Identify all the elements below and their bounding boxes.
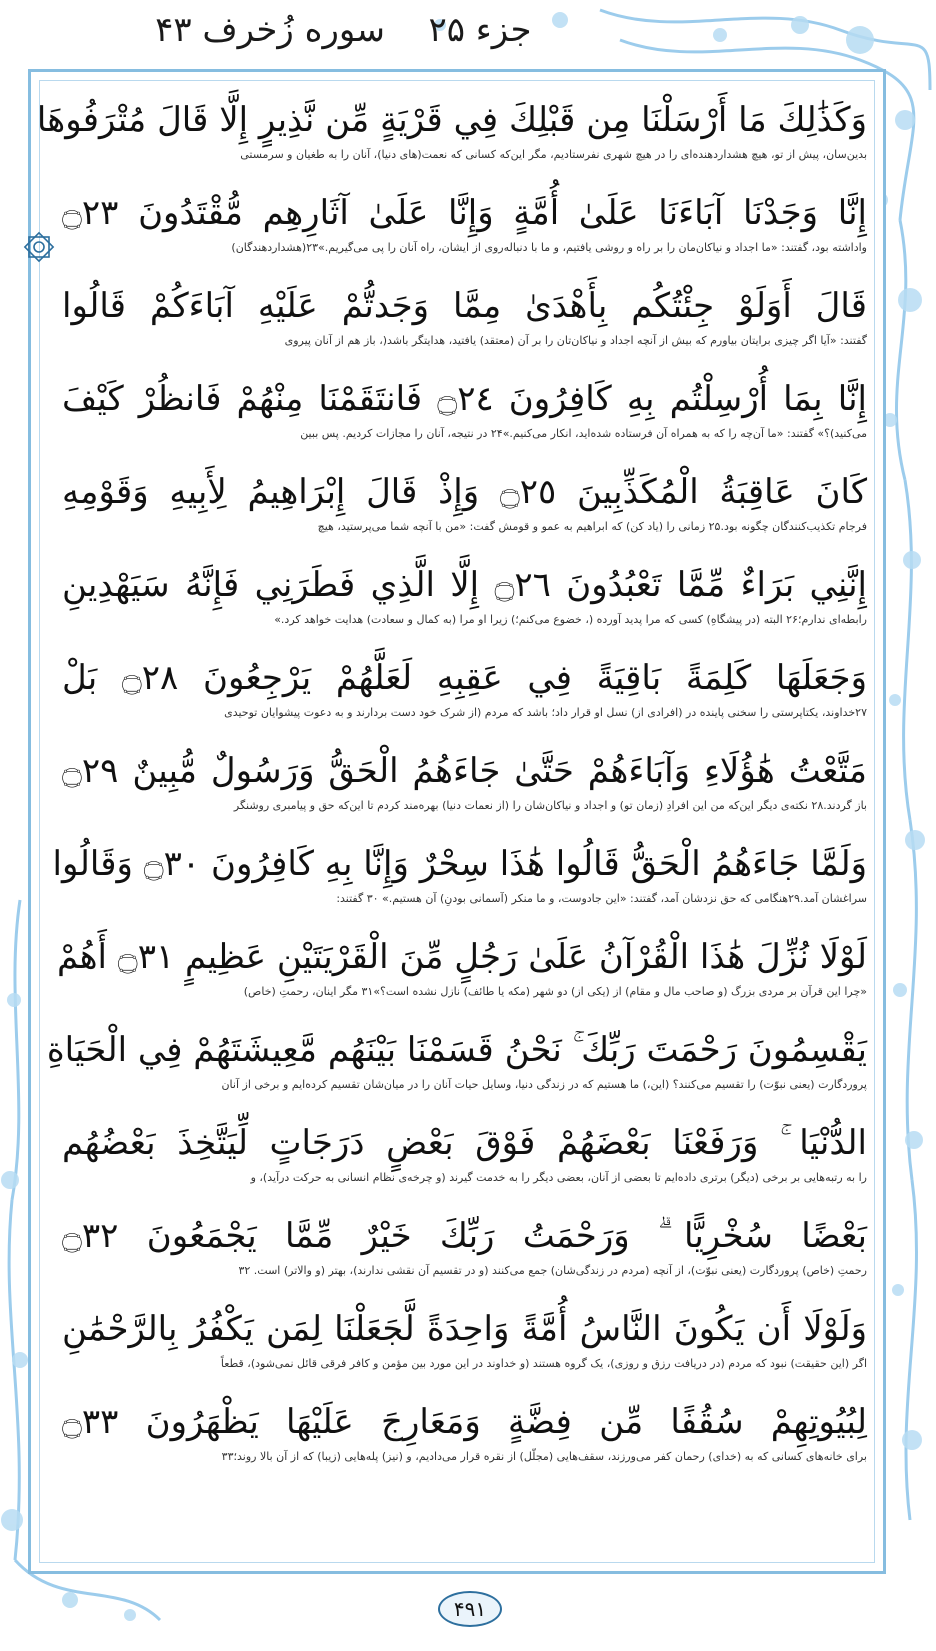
verse-line: وَلَوْلَا أَن يَكُونَ النَّاسُ أُمَّةً وَاحِدَةً لَّجَعَلْنَا لِمَن يَكْفُرُ بِالرَّحْمَٰنِ xyxy=(62,1309,867,1349)
translation-line: پروردگارت (یعنی نبوّت) را تقسیم می‌کنند؟ (این،) ما هستیم که در زندگی دنیا، وسایل حیات آنان را در میان‌شان تقسیم کرده‌ایم و برخی از آنان xyxy=(221,1078,867,1091)
verse-line: لِبُيُوتِهِمْ سُقُفًا مِّن فِضَّةٍ وَمَعَارِجَ عَلَيْهَا يَظْهَرُونَ ۝٣٣ xyxy=(62,1402,867,1442)
verse-line: يَقْسِمُونَ رَحْمَتَ رَبِّكَ ۚ نَحْنُ قَسَمْنَا بَيْنَهُم مَّعِيشَتَهُمْ فِي الْحَيَاةِ xyxy=(46,1030,867,1070)
translation-line: می‌کنید)؟» گفتند: «ما آن‌چه را که به همراه آن فرستاده شده‌اید، انکار می‌کنیم.»۲۴ در نتیجه، آنان را مجازات کردیم. پس ببین xyxy=(300,427,867,440)
translation-line: را به رتبه‌هایی بر برخی (دیگر) برتری داده‌ایم تا بعضی از آنان، بعضی دیگر را به خدمت گیرند (و چرخه‌ی نظام انسانی به حرکت درآید)، و xyxy=(250,1171,867,1184)
translation-line: رحمتِ (خاص) پروردگارت (یعنی نبوّت)، از آنچه (مردم در زندگی‌شان) جمع می‌کنند (و در تقسیم آن نقشی ندارند)، بهتر (و والاتر) است. ۳۲ xyxy=(238,1264,867,1277)
page-content xyxy=(36,96,868,1491)
translation-line: ۲۷خداوند، یکتاپرستی را سخنی پاینده در (افرادی از) نسل او قرار داد؛ باشد که مردم (از شرک خود دست بردارند و به دعوت پیشوایان توحیدی xyxy=(224,706,867,719)
translation-line: باز گردند.۲۸ نکته‌ی دیگر این‌که من این افرادِ (زمان تو) و اجداد و نیاکان‌شان را (از نعمات دنیا) بهره‌مند کردم تا این‌که حق و پیامبری روشنگر xyxy=(233,799,867,812)
verse-line: وَجَعَلَهَا كَلِمَةً بَاقِيَةً فِي عَقِبِهِ لَعَلَّهُمْ يَرْجِعُونَ ۝٢٨ بَلْ xyxy=(62,658,867,698)
page-number: ۴۹۱ xyxy=(438,1591,502,1627)
verse-line: إِنَّا بِمَا أُرْسِلْتُم بِهِ كَافِرُونَ ۝٢٤ فَانتَقَمْنَا مِنْهُمْ فَانظُرْ كَيْفَ xyxy=(62,379,867,419)
translation-line: واداشته بود، گفتند: «ما اجداد و نیاکان‌مان را بر راه و روشی یافتیم، و ما با دنباله‌روی از ایشان، راه آنان را پی می‌گیریم.»۲۳(هشداردهندگان) xyxy=(231,241,867,254)
verse-line: وَكَذَٰلِكَ مَا أَرْسَلْنَا مِن قَبْلِكَ فِي قَرْيَةٍ مِّن نَّذِيرٍ إِلَّا قَالَ مُتْرَفُوهَا xyxy=(36,100,867,140)
verse-line: لَوْلَا نُزِّلَ هَٰذَا الْقُرْآنُ عَلَىٰ رَجُلٍ مِّنَ الْقَرْيَتَيْنِ عَظِيمٍ ۝٣١ أَهُمْ xyxy=(56,937,867,977)
juz-label: جزء ۲۵ xyxy=(428,10,532,50)
verse-line: وَلَمَّا جَاءَهُمُ الْحَقُّ قَالُوا هَٰذَا سِحْرٌ وَإِنَّا بِهِ كَافِرُونَ ۝٣٠ وَقَالُوا xyxy=(52,844,867,884)
verse-line: مَتَّعْتُ هَٰؤُلَاءِ وَآبَاءَهُمْ حَتَّىٰ جَاءَهُمُ الْحَقُّ وَرَسُولٌ مُّبِينٌ ۝٢٩ xyxy=(62,751,867,791)
translation-line: سراغشان آمد.۲۹هنگامی که حق نزدشان آمد، گفتند: «این جادوست، و ما منکر (آسمانی بودنِ) آن هستیم.» ۳۰ گفتند: xyxy=(336,892,867,905)
verse-line: كَانَ عَاقِبَةُ الْمُكَذِّبِينَ ۝٢٥ وَإِذْ قَالَ إِبْرَاهِيمُ لِأَبِيهِ وَقَوْمِهِ xyxy=(62,472,868,512)
rub-el-hizb-icon xyxy=(22,230,56,264)
verse-line: قَالَ أَوَلَوْ جِئْتُكُم بِأَهْدَىٰ مِمَّا وَجَدتُّمْ عَلَيْهِ آبَاءَكُمْ قَالُوا xyxy=(62,286,867,326)
page-number-badge xyxy=(418,1585,518,1631)
translation-line: فرجام تکذیب‌کنندگان چگونه بود.۲۵ زمانی را (یاد کن) که ابراهیم به عمو و قومش گفت: «من با آنچه شما می‌پرستید، هیچ xyxy=(317,520,867,533)
translation-line: بدین‌سان، پیش از تو، هیچ هشداردهنده‌ای را در هیچ شهری نفرستادیم، مگر این‌که کسانی که نعمت(های دنیا)، آنان را به طغیان و سرمستی xyxy=(240,148,867,161)
translation-line: «چرا این قرآن بر مردی بزرگ (و صاحب مال و مقام) از (یکی از) دو شهر (مکه یا طائف) نازل نشده است؟»۳۱ مگر اینان، رحمتِ (خاص) xyxy=(243,985,867,998)
verse-line: بَعْضًا سُخْرِيًّا ۗ وَرَحْمَتُ رَبِّكَ خَيْرٌ مِّمَّا يَجْمَعُونَ ۝٣٢ xyxy=(62,1216,867,1256)
verse-line: إِنَّنِي بَرَاءٌ مِّمَّا تَعْبُدُونَ ۝٢٦ إِلَّا الَّذِي فَطَرَنِي فَإِنَّهُ سَيَهْدِينِ xyxy=(62,565,868,605)
translation-line: برای خانه‌های کسانی که به (خدای) رحمان کفر می‌ورزند، سقف‌هایی (مجلّل) از نقره قرار می‌دادیم، و (نیز) پله‌هایی (زیبا) که از آن بالا روند؛۳۳ xyxy=(221,1450,867,1463)
translation-line: رابطه‌ای ندارم؛۲۶ البته (در پیشگاهِ) کسی که مرا پدید آورده (، خضوع می‌کنم؛) زیرا او مرا (به کمال و سعادت) هدایت خواهد کرد.» xyxy=(274,613,867,626)
verse-line: إِنَّا وَجَدْنَا آبَاءَنَا عَلَىٰ أُمَّةٍ وَإِنَّا عَلَىٰ آثَارِهِم مُّقْتَدُونَ ۝٢٣ xyxy=(62,193,867,233)
translation-line: گفتند: «آیا اگر چیزی برایتان بیاورم که بیش از آنچه اجداد و نیاکان‌تان را بر آن (معتقد) یافتید، هدایتگر باشد(، باز هم از آنان پیروی xyxy=(284,334,867,347)
verse-line: الدُّنْيَا ۚ وَرَفَعْنَا بَعْضَهُمْ فَوْقَ بَعْضٍ دَرَجَاتٍ لِّيَتَّخِذَ بَعْضُهُم xyxy=(62,1123,867,1163)
translation-line: اگر (این حقیقت) نبود که مردم (در دریافت رزق و روزی)، یک گروه هستند (و خداوند در این مورد بین مؤمن و کافر فرقی قائل نمی‌شود)، قطعاً xyxy=(220,1357,867,1370)
surah-label: سوره زُخرف ۴۳ xyxy=(155,10,385,50)
